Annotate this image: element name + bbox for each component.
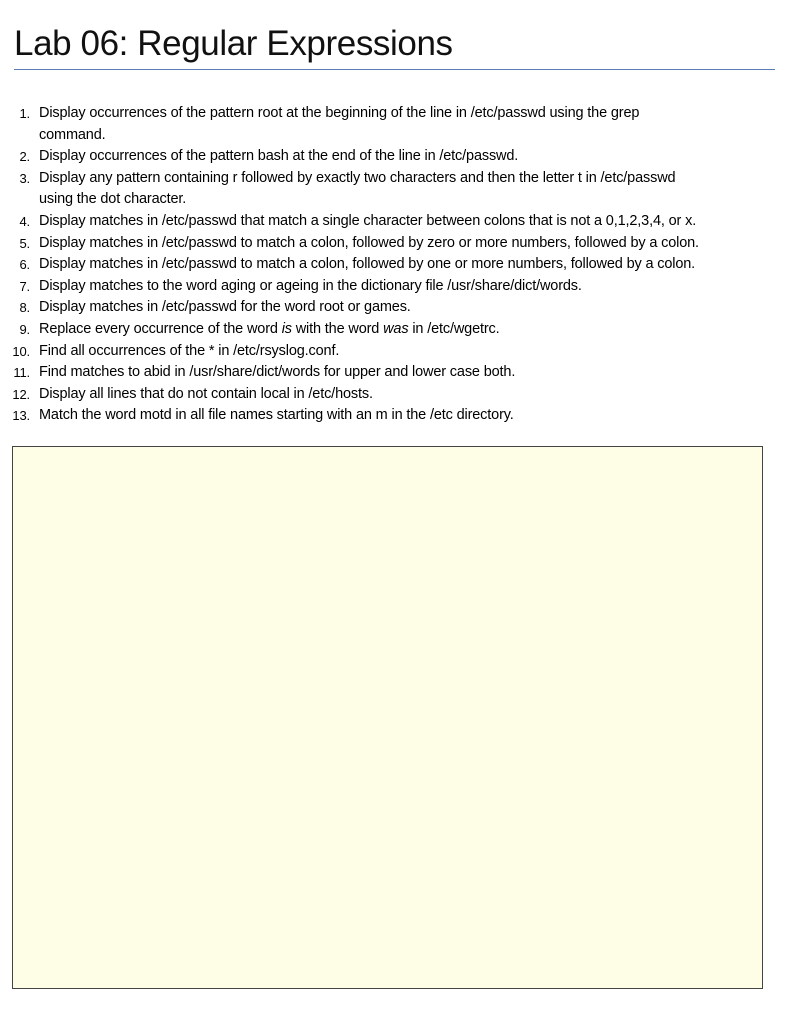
task-number: 13.: [12, 408, 30, 424]
answer-box[interactable]: [12, 446, 763, 989]
task-line: Display matches in /etc/passwd to match a colon, followed by one or more numbers, followed by a colon.: [39, 256, 696, 273]
task-emphasis: is: [281, 320, 292, 337]
task-text: [39, 299, 411, 315]
task-line: Display matches in /etc/passwd to match a colon, followed by zero or more numbers, followed by a colon.: [39, 234, 699, 251]
task-line: Display occurrences of the pattern root at the beginning of the line in /etc/passwd using the grep: [39, 105, 640, 121]
task-line: Find all occurrences of the * in /etc/rsyslog.conf.: [39, 342, 340, 359]
task-number: 6.: [19, 257, 30, 273]
task-text: [39, 256, 695, 272]
task-list: [0, 103, 790, 427]
task-item: [0, 384, 790, 406]
task-text: [39, 213, 696, 229]
task-item: [0, 254, 790, 276]
task-text: [39, 170, 675, 208]
task-number: 1.: [19, 106, 30, 121]
task-item: [0, 168, 790, 211]
task-line: Display any pattern containing r followed by exactly two characters and then the letter t in /etc/passwd: [39, 169, 676, 186]
task-item: [0, 297, 790, 319]
task-number: 5.: [19, 235, 30, 251]
task-line: command.: [39, 126, 106, 143]
task-line: Display occurrences of the pattern bash at the end of the line in /etc/passwd.: [39, 148, 519, 165]
task-number: 7.: [19, 278, 30, 294]
task-text: [39, 148, 518, 164]
task-number: 3.: [19, 170, 30, 186]
task-item: [0, 211, 790, 233]
task-item: [0, 362, 790, 384]
task-text: [39, 343, 339, 359]
task-number: 9.: [19, 321, 30, 337]
task-number: 4.: [19, 213, 30, 229]
task-line: Display all lines that do not contain local in /etc/hosts.: [39, 385, 373, 402]
task-number: 10.: [12, 343, 30, 359]
task-text-part: with the word: [291, 320, 384, 337]
task-item: [0, 276, 790, 298]
task-number: 2.: [19, 149, 30, 165]
task-item: [0, 103, 790, 146]
task-line: using the dot character.: [39, 191, 187, 208]
task-text: [39, 321, 500, 337]
task-text-part: in /etc/wgetrc.: [408, 320, 500, 337]
page-title: Lab 06: Regular Expressions: [14, 24, 453, 63]
task-line: Match the word motd in all file names starting with an m in the /etc directory.: [39, 407, 514, 424]
task-text: [39, 235, 699, 251]
task-item: [0, 319, 790, 341]
task-item: [0, 341, 790, 363]
task-text: [39, 364, 515, 380]
task-text: [39, 105, 639, 143]
task-text-part: Replace every occurrence of the word: [39, 320, 282, 337]
task-line: Display matches in /etc/passwd that match a single character between colons that is not a 0,1,2,3,4, or x.: [39, 212, 697, 229]
task-text: [39, 386, 373, 402]
task-item: [0, 146, 790, 168]
task-item: [0, 405, 790, 427]
task-number: 12.: [12, 386, 30, 402]
task-line: Display matches in /etc/passwd for the word root or games.: [39, 299, 411, 316]
task-item: [0, 233, 790, 255]
task-number: 11.: [13, 365, 30, 381]
task-line: Display matches to the word aging or ageing in the dictionary file /usr/share/dict/words.: [39, 277, 582, 294]
task-text: [39, 278, 582, 294]
title-divider: [14, 69, 775, 70]
task-text: [39, 407, 514, 423]
task-number: 8.: [19, 300, 30, 316]
task-line: Find matches to abid in /usr/share/dict/words for upper and lower case both.: [39, 364, 516, 381]
task-emphasis: was: [383, 320, 409, 337]
